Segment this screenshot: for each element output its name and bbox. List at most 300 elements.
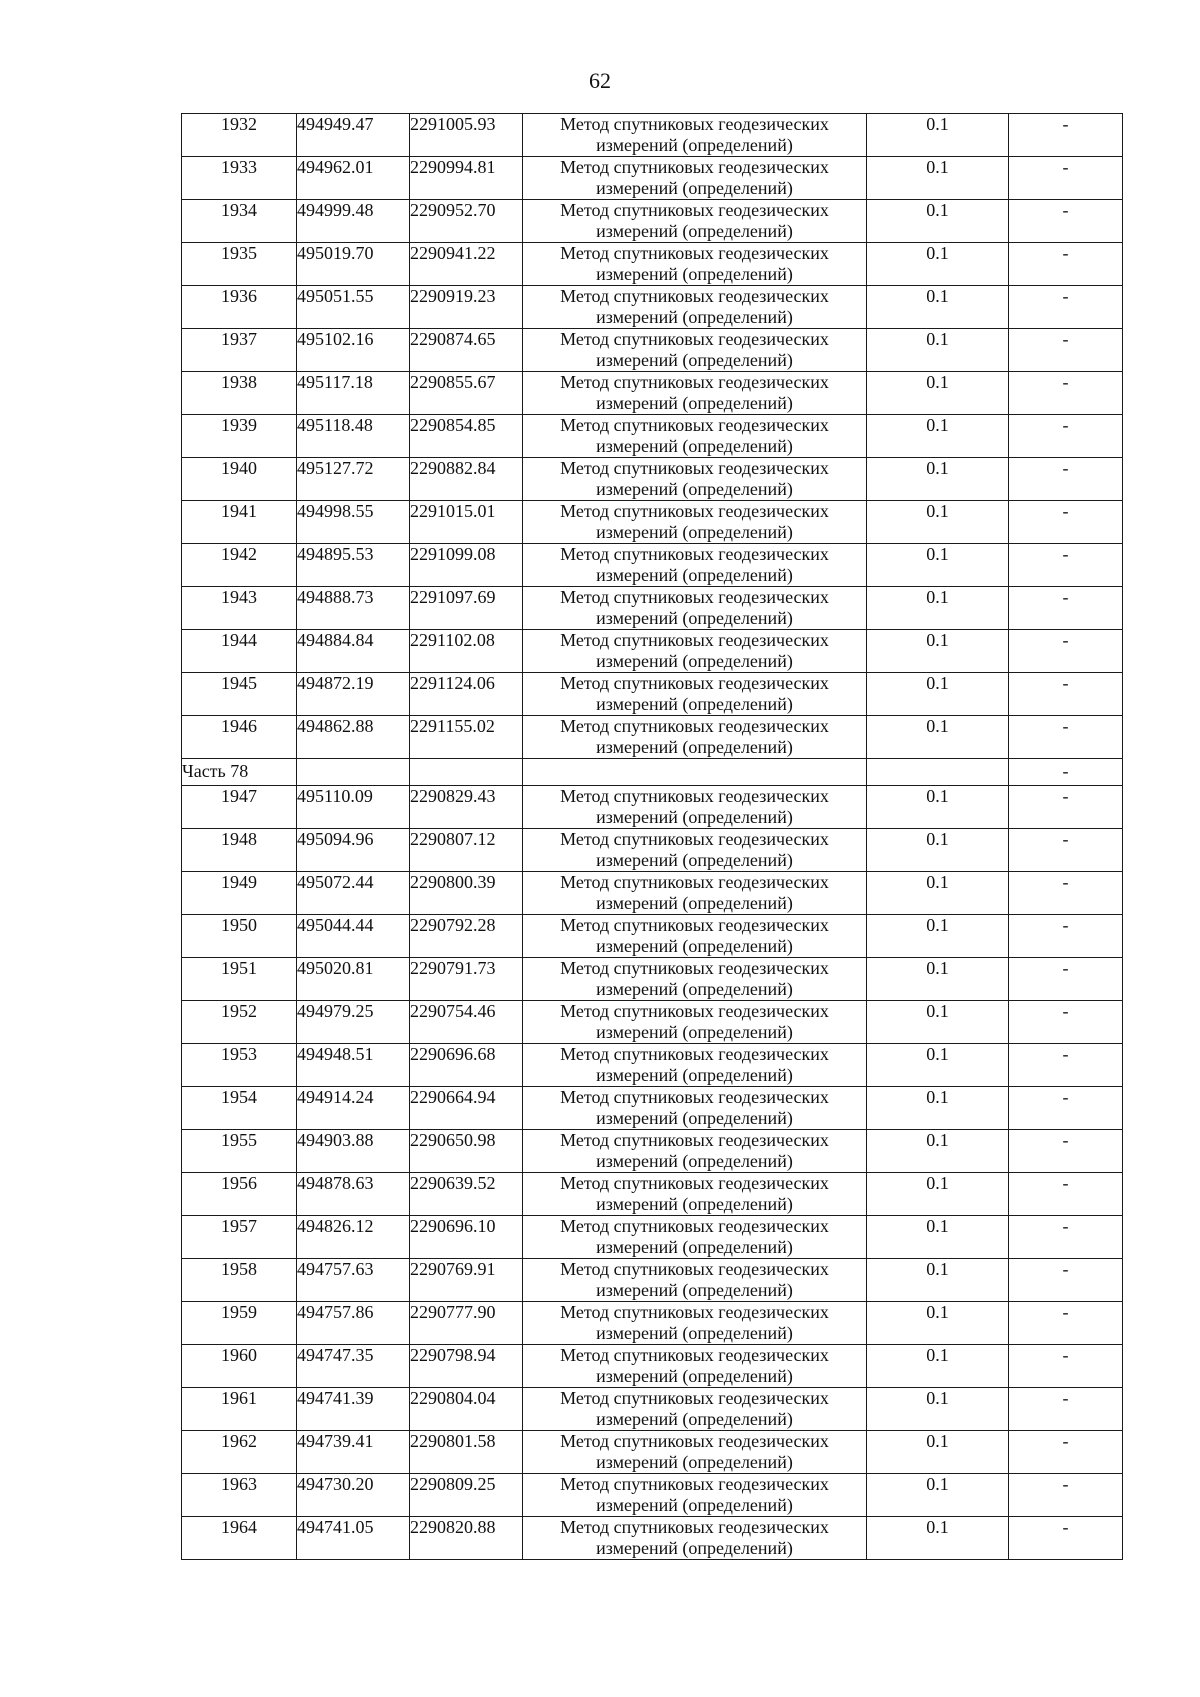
method-line-1: Метод спутниковых геодезических xyxy=(560,1087,829,1107)
method-line-1: Метод спутниковых геодезических xyxy=(560,286,829,306)
method-line-2: измерений (определений) xyxy=(596,393,793,413)
point-number: 1960 xyxy=(182,1345,297,1388)
point-number: 1963 xyxy=(182,1474,297,1517)
note-cell: - xyxy=(1009,1044,1123,1087)
method-cell xyxy=(523,958,867,1001)
method-line-2: измерений (определений) xyxy=(596,1323,793,1343)
note-cell: - xyxy=(1009,673,1123,716)
coordinate-y: 2290874.65 xyxy=(410,329,523,372)
table-row xyxy=(182,1130,1123,1173)
coordinate-y: 2290882.84 xyxy=(410,458,523,501)
table-row xyxy=(182,1345,1123,1388)
method-cell xyxy=(523,1345,867,1388)
method-line-1: Метод спутниковых геодезических xyxy=(560,1130,829,1150)
coordinate-y: 2290804.04 xyxy=(410,1388,523,1431)
method-line-1: Метод спутниковых геодезических xyxy=(560,673,829,693)
method-line-1: Метод спутниковых геодезических xyxy=(560,157,829,177)
coordinate-y: 2290777.90 xyxy=(410,1302,523,1345)
table-row xyxy=(182,1087,1123,1130)
method-line-2: измерений (определений) xyxy=(596,850,793,870)
note-cell: - xyxy=(1009,200,1123,243)
part-row-x-cell xyxy=(297,759,410,786)
coordinate-x: 494878.63 xyxy=(297,1173,410,1216)
method-line-1: Метод спутниковых геодезических xyxy=(560,1345,829,1365)
method-cell xyxy=(523,157,867,200)
method-line-2: измерений (определений) xyxy=(596,264,793,284)
point-number: 1956 xyxy=(182,1173,297,1216)
note-cell: - xyxy=(1009,501,1123,544)
method-line-1: Метод спутниковых геодезических xyxy=(560,786,829,806)
table-row xyxy=(182,915,1123,958)
accuracy-value: 0.1 xyxy=(867,673,1009,716)
coordinate-x: 494757.63 xyxy=(297,1259,410,1302)
method-cell xyxy=(523,1517,867,1560)
coordinate-y: 2290952.70 xyxy=(410,200,523,243)
note-cell: - xyxy=(1009,329,1123,372)
method-cell xyxy=(523,1388,867,1431)
method-line-2: измерений (определений) xyxy=(596,893,793,913)
table-row xyxy=(182,673,1123,716)
coordinate-y: 2290798.94 xyxy=(410,1345,523,1388)
coordinate-x: 495051.55 xyxy=(297,286,410,329)
coordinate-x: 495117.18 xyxy=(297,372,410,415)
note-cell: - xyxy=(1009,458,1123,501)
accuracy-value: 0.1 xyxy=(867,1431,1009,1474)
note-cell: - xyxy=(1009,1345,1123,1388)
method-line-2: измерений (определений) xyxy=(596,522,793,542)
coordinate-y: 2290855.67 xyxy=(410,372,523,415)
coordinate-x: 494747.35 xyxy=(297,1345,410,1388)
accuracy-value: 0.1 xyxy=(867,200,1009,243)
method-line-1: Метод спутниковых геодезических xyxy=(560,329,829,349)
coordinate-y: 2291155.02 xyxy=(410,716,523,759)
accuracy-value: 0.1 xyxy=(867,630,1009,673)
method-cell xyxy=(523,458,867,501)
note-cell: - xyxy=(1009,1259,1123,1302)
part-row-accuracy-cell xyxy=(867,759,1009,786)
note-cell: - xyxy=(1009,544,1123,587)
point-number: 1936 xyxy=(182,286,297,329)
coordinate-y: 2290754.46 xyxy=(410,1001,523,1044)
coordinate-y: 2291005.93 xyxy=(410,114,523,157)
method-cell xyxy=(523,329,867,372)
note-cell: - xyxy=(1009,915,1123,958)
table-row xyxy=(182,1388,1123,1431)
accuracy-value: 0.1 xyxy=(867,872,1009,915)
table-row xyxy=(182,1044,1123,1087)
method-cell xyxy=(523,501,867,544)
table-row xyxy=(182,286,1123,329)
coordinate-y: 2291124.06 xyxy=(410,673,523,716)
accuracy-value: 0.1 xyxy=(867,114,1009,157)
method-line-1: Метод спутниковых геодезических xyxy=(560,1173,829,1193)
accuracy-value: 0.1 xyxy=(867,501,1009,544)
method-line-1: Метод спутниковых геодезических xyxy=(560,1431,829,1451)
accuracy-value: 0.1 xyxy=(867,1044,1009,1087)
coordinate-y: 2290696.68 xyxy=(410,1044,523,1087)
part-row-y-cell xyxy=(410,759,523,786)
coordinate-x: 494903.88 xyxy=(297,1130,410,1173)
coordinate-x: 494979.25 xyxy=(297,1001,410,1044)
method-line-1: Метод спутниковых геодезических xyxy=(560,458,829,478)
table-row xyxy=(182,329,1123,372)
coordinate-x: 494826.12 xyxy=(297,1216,410,1259)
point-number: 1940 xyxy=(182,458,297,501)
point-number: 1952 xyxy=(182,1001,297,1044)
accuracy-value: 0.1 xyxy=(867,829,1009,872)
coordinate-x: 495019.70 xyxy=(297,243,410,286)
point-number: 1938 xyxy=(182,372,297,415)
method-line-2: измерений (определений) xyxy=(596,651,793,671)
coordinate-y: 2290650.98 xyxy=(410,1130,523,1173)
coordinate-y: 2290807.12 xyxy=(410,829,523,872)
table-row xyxy=(182,243,1123,286)
table-row xyxy=(182,958,1123,1001)
method-cell xyxy=(523,786,867,829)
accuracy-value: 0.1 xyxy=(867,415,1009,458)
method-line-2: измерений (определений) xyxy=(596,1538,793,1558)
accuracy-value: 0.1 xyxy=(867,1216,1009,1259)
method-cell xyxy=(523,1216,867,1259)
table-row xyxy=(182,415,1123,458)
method-line-1: Метод спутниковых геодезических xyxy=(560,872,829,892)
accuracy-value: 0.1 xyxy=(867,458,1009,501)
table-row xyxy=(182,1216,1123,1259)
table-body-part-header xyxy=(182,759,1123,786)
table-row xyxy=(182,786,1123,829)
point-number: 1957 xyxy=(182,1216,297,1259)
note-cell: - xyxy=(1009,243,1123,286)
method-cell xyxy=(523,1173,867,1216)
method-line-2: измерений (определений) xyxy=(596,1495,793,1515)
method-cell xyxy=(523,200,867,243)
note-cell: - xyxy=(1009,286,1123,329)
table-body-part-77 xyxy=(182,114,1123,759)
method-line-1: Метод спутниковых геодезических xyxy=(560,501,829,521)
coordinate-x: 495110.09 xyxy=(297,786,410,829)
table-row xyxy=(182,1173,1123,1216)
coordinate-x: 494730.20 xyxy=(297,1474,410,1517)
coordinate-y: 2290639.52 xyxy=(410,1173,523,1216)
method-line-2: измерений (определений) xyxy=(596,1065,793,1085)
method-line-2: измерений (определений) xyxy=(596,1194,793,1214)
method-cell xyxy=(523,872,867,915)
coordinate-x: 495102.16 xyxy=(297,329,410,372)
note-cell: - xyxy=(1009,587,1123,630)
method-cell xyxy=(523,1259,867,1302)
coordinates-table xyxy=(181,113,1123,1560)
point-number: 1932 xyxy=(182,114,297,157)
point-number: 1964 xyxy=(182,1517,297,1560)
point-number: 1933 xyxy=(182,157,297,200)
method-line-2: измерений (определений) xyxy=(596,1151,793,1171)
note-cell: - xyxy=(1009,1517,1123,1560)
accuracy-value: 0.1 xyxy=(867,1388,1009,1431)
point-number: 1939 xyxy=(182,415,297,458)
accuracy-value: 0.1 xyxy=(867,915,1009,958)
coordinate-x: 494999.48 xyxy=(297,200,410,243)
part-row-method-cell xyxy=(523,759,867,786)
coordinate-x: 494888.73 xyxy=(297,587,410,630)
part-row-note: - xyxy=(1009,759,1123,786)
table-row xyxy=(182,1431,1123,1474)
note-cell: - xyxy=(1009,958,1123,1001)
accuracy-value: 0.1 xyxy=(867,286,1009,329)
method-cell xyxy=(523,630,867,673)
method-line-1: Метод спутниковых геодезических xyxy=(560,1216,829,1236)
coordinate-y: 2290800.39 xyxy=(410,872,523,915)
point-number: 1958 xyxy=(182,1259,297,1302)
coordinate-y: 2290919.23 xyxy=(410,286,523,329)
note-cell: - xyxy=(1009,1216,1123,1259)
method-line-2: измерений (определений) xyxy=(596,1108,793,1128)
note-cell: - xyxy=(1009,415,1123,458)
method-cell xyxy=(523,372,867,415)
coordinate-y: 2290664.94 xyxy=(410,1087,523,1130)
point-number: 1950 xyxy=(182,915,297,958)
table-row xyxy=(182,872,1123,915)
note-cell: - xyxy=(1009,372,1123,415)
coordinate-y: 2290696.10 xyxy=(410,1216,523,1259)
note-cell: - xyxy=(1009,872,1123,915)
accuracy-value: 0.1 xyxy=(867,716,1009,759)
accuracy-value: 0.1 xyxy=(867,544,1009,587)
point-number: 1961 xyxy=(182,1388,297,1431)
table-row xyxy=(182,200,1123,243)
accuracy-value: 0.1 xyxy=(867,1302,1009,1345)
note-cell: - xyxy=(1009,1173,1123,1216)
method-line-2: измерений (определений) xyxy=(596,608,793,628)
coordinate-x: 494862.88 xyxy=(297,716,410,759)
method-line-2: измерений (определений) xyxy=(596,979,793,999)
point-number: 1945 xyxy=(182,673,297,716)
method-line-1: Метод спутниковых геодезических xyxy=(560,114,829,134)
note-cell: - xyxy=(1009,1302,1123,1345)
method-line-2: измерений (определений) xyxy=(596,1280,793,1300)
coordinate-x: 494884.84 xyxy=(297,630,410,673)
note-cell: - xyxy=(1009,829,1123,872)
point-number: 1934 xyxy=(182,200,297,243)
method-line-2: измерений (определений) xyxy=(596,737,793,757)
method-cell xyxy=(523,673,867,716)
method-line-1: Метод спутниковых геодезических xyxy=(560,630,829,650)
method-cell xyxy=(523,1001,867,1044)
method-cell xyxy=(523,286,867,329)
point-number: 1946 xyxy=(182,716,297,759)
note-cell: - xyxy=(1009,786,1123,829)
method-line-1: Метод спутниковых геодезических xyxy=(560,544,829,564)
coordinate-y: 2291015.01 xyxy=(410,501,523,544)
method-cell xyxy=(523,1302,867,1345)
coordinate-x: 494741.05 xyxy=(297,1517,410,1560)
method-cell xyxy=(523,544,867,587)
accuracy-value: 0.1 xyxy=(867,1173,1009,1216)
method-line-1: Метод спутниковых геодезических xyxy=(560,1259,829,1279)
point-number: 1955 xyxy=(182,1130,297,1173)
table-row xyxy=(182,630,1123,673)
method-cell xyxy=(523,114,867,157)
method-line-2: измерений (определений) xyxy=(596,307,793,327)
accuracy-value: 0.1 xyxy=(867,786,1009,829)
accuracy-value: 0.1 xyxy=(867,1517,1009,1560)
point-number: 1937 xyxy=(182,329,297,372)
method-line-2: измерений (определений) xyxy=(596,479,793,499)
note-cell: - xyxy=(1009,716,1123,759)
table-row xyxy=(182,1259,1123,1302)
accuracy-value: 0.1 xyxy=(867,329,1009,372)
note-cell: - xyxy=(1009,1474,1123,1517)
point-number: 1959 xyxy=(182,1302,297,1345)
method-line-1: Метод спутниковых геодезических xyxy=(560,587,829,607)
accuracy-value: 0.1 xyxy=(867,1087,1009,1130)
method-line-1: Метод спутниковых геодезических xyxy=(560,243,829,263)
point-number: 1943 xyxy=(182,587,297,630)
coordinate-x: 494757.86 xyxy=(297,1302,410,1345)
point-number: 1953 xyxy=(182,1044,297,1087)
table-row xyxy=(182,501,1123,544)
method-line-1: Метод спутниковых геодезических xyxy=(560,200,829,220)
table-body-part-78 xyxy=(182,786,1123,1560)
method-cell xyxy=(523,1130,867,1173)
coordinate-x: 494741.39 xyxy=(297,1388,410,1431)
coordinate-x: 495118.48 xyxy=(297,415,410,458)
note-cell: - xyxy=(1009,157,1123,200)
part-row xyxy=(182,759,1123,786)
accuracy-value: 0.1 xyxy=(867,1474,1009,1517)
point-number: 1948 xyxy=(182,829,297,872)
accuracy-value: 0.1 xyxy=(867,587,1009,630)
method-line-1: Метод спутниковых геодезических xyxy=(560,829,829,849)
note-cell: - xyxy=(1009,114,1123,157)
method-line-2: измерений (определений) xyxy=(596,1366,793,1386)
method-cell xyxy=(523,1431,867,1474)
method-line-2: измерений (определений) xyxy=(596,135,793,155)
method-cell xyxy=(523,716,867,759)
method-line-2: измерений (определений) xyxy=(596,694,793,714)
method-line-2: измерений (определений) xyxy=(596,1022,793,1042)
method-line-1: Метод спутниковых геодезических xyxy=(560,372,829,392)
method-line-2: измерений (определений) xyxy=(596,807,793,827)
coordinate-x: 494895.53 xyxy=(297,544,410,587)
coordinate-x: 495044.44 xyxy=(297,915,410,958)
coordinate-x: 494739.41 xyxy=(297,1431,410,1474)
method-cell xyxy=(523,1087,867,1130)
table-row xyxy=(182,1517,1123,1560)
accuracy-value: 0.1 xyxy=(867,958,1009,1001)
accuracy-value: 0.1 xyxy=(867,372,1009,415)
coordinate-x: 494998.55 xyxy=(297,501,410,544)
table-row xyxy=(182,829,1123,872)
method-line-2: измерений (определений) xyxy=(596,436,793,456)
page-number: 62 xyxy=(589,68,611,93)
table-row xyxy=(182,587,1123,630)
method-line-1: Метод спутниковых геодезических xyxy=(560,1302,829,1322)
method-line-1: Метод спутниковых геодезических xyxy=(560,1001,829,1021)
method-line-2: измерений (определений) xyxy=(596,1452,793,1472)
method-line-1: Метод спутниковых геодезических xyxy=(560,1517,829,1537)
method-line-1: Метод спутниковых геодезических xyxy=(560,958,829,978)
point-number: 1962 xyxy=(182,1431,297,1474)
point-number: 1941 xyxy=(182,501,297,544)
coordinate-y: 2291102.08 xyxy=(410,630,523,673)
coordinate-y: 2290829.43 xyxy=(410,786,523,829)
point-number: 1949 xyxy=(182,872,297,915)
table-row xyxy=(182,1001,1123,1044)
note-cell: - xyxy=(1009,1130,1123,1173)
method-line-2: измерений (определений) xyxy=(596,565,793,585)
coordinate-y: 2291099.08 xyxy=(410,544,523,587)
method-line-2: измерений (определений) xyxy=(596,1237,793,1257)
coordinate-x: 494962.01 xyxy=(297,157,410,200)
accuracy-value: 0.1 xyxy=(867,1001,1009,1044)
coordinate-x: 495020.81 xyxy=(297,958,410,1001)
coordinate-y: 2290941.22 xyxy=(410,243,523,286)
coordinate-y: 2290809.25 xyxy=(410,1474,523,1517)
method-line-2: измерений (определений) xyxy=(596,221,793,241)
method-cell xyxy=(523,1044,867,1087)
table-row xyxy=(182,544,1123,587)
table-row xyxy=(182,114,1123,157)
point-number: 1951 xyxy=(182,958,297,1001)
method-cell xyxy=(523,415,867,458)
table-row xyxy=(182,1302,1123,1345)
method-cell xyxy=(523,243,867,286)
accuracy-value: 0.1 xyxy=(867,157,1009,200)
coordinate-y: 2290769.91 xyxy=(410,1259,523,1302)
method-line-2: измерений (определений) xyxy=(596,350,793,370)
method-line-1: Метод спутниковых геодезических xyxy=(560,1044,829,1064)
coordinate-x: 494914.24 xyxy=(297,1087,410,1130)
method-cell xyxy=(523,587,867,630)
accuracy-value: 0.1 xyxy=(867,1345,1009,1388)
method-line-2: измерений (определений) xyxy=(596,178,793,198)
point-number: 1954 xyxy=(182,1087,297,1130)
part-label: Часть 78 xyxy=(182,759,297,786)
coordinate-y: 2291097.69 xyxy=(410,587,523,630)
accuracy-value: 0.1 xyxy=(867,1130,1009,1173)
coordinate-x: 495072.44 xyxy=(297,872,410,915)
method-cell xyxy=(523,1474,867,1517)
coordinate-x: 494949.47 xyxy=(297,114,410,157)
coordinate-x: 495127.72 xyxy=(297,458,410,501)
method-line-1: Метод спутниковых геодезических xyxy=(560,1474,829,1494)
table-row xyxy=(182,458,1123,501)
coordinate-x: 494948.51 xyxy=(297,1044,410,1087)
method-line-2: измерений (определений) xyxy=(596,936,793,956)
table-row xyxy=(182,716,1123,759)
coordinate-y: 2290854.85 xyxy=(410,415,523,458)
point-number: 1944 xyxy=(182,630,297,673)
note-cell: - xyxy=(1009,1388,1123,1431)
accuracy-value: 0.1 xyxy=(867,243,1009,286)
coordinate-y: 2290792.28 xyxy=(410,915,523,958)
coordinate-y: 2290801.58 xyxy=(410,1431,523,1474)
note-cell: - xyxy=(1009,1431,1123,1474)
point-number: 1942 xyxy=(182,544,297,587)
method-line-2: измерений (определений) xyxy=(596,1409,793,1429)
table-row xyxy=(182,1474,1123,1517)
coordinate-x: 494872.19 xyxy=(297,673,410,716)
note-cell: - xyxy=(1009,630,1123,673)
method-line-1: Метод спутниковых геодезических xyxy=(560,716,829,736)
method-line-1: Метод спутниковых геодезических xyxy=(560,915,829,935)
table-row xyxy=(182,372,1123,415)
method-cell xyxy=(523,829,867,872)
method-line-1: Метод спутниковых геодезических xyxy=(560,1388,829,1408)
coordinate-y: 2290791.73 xyxy=(410,958,523,1001)
point-number: 1935 xyxy=(182,243,297,286)
coordinate-x: 495094.96 xyxy=(297,829,410,872)
